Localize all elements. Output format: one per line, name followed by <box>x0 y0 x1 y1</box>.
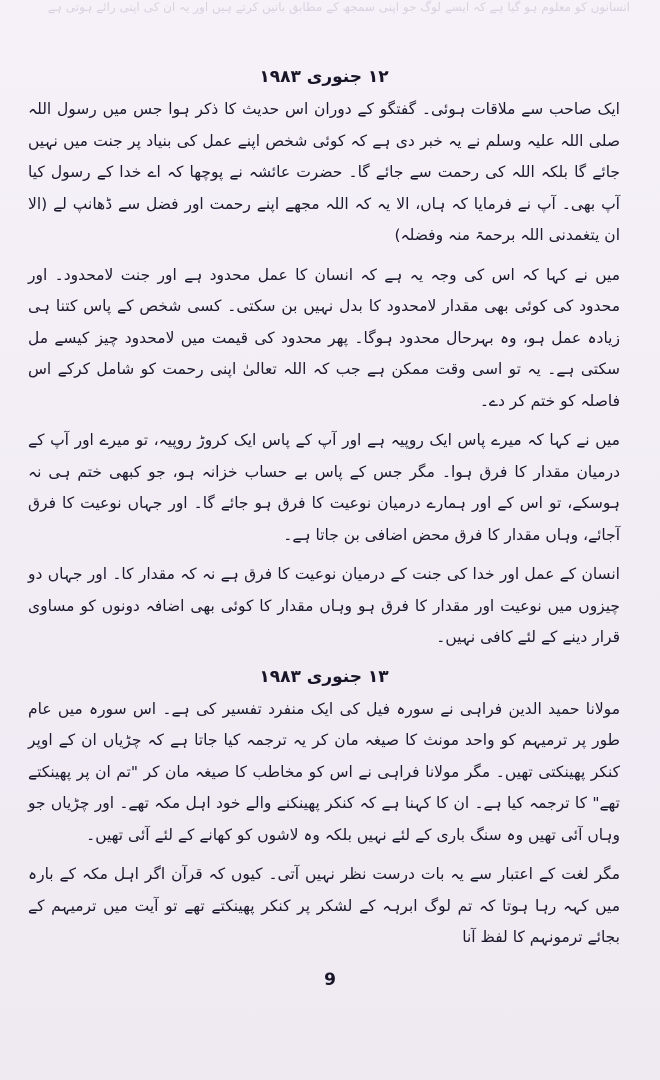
paragraph: میں نے کہا کہ میرے پاس ایک روپیہ ہے اور آپ کے پاس ایک کروڑ روپیہ، تو میرے اور آپ کے درمیان مقدار کا فرق ہوا۔ مگر جس کے پاس بے حساب خزانہ ہو، جو کبھی ختم ہی نہ ہوسکے، تو اس کے اور ہمارے درمیان نوعیت کا فرق ہو جائے گا۔ اور جہاں نوعیت کا فرق آجائے، وہاں مقدار کا فرق محض اضافی بن جاتا ہے۔ <box>28 431 620 544</box>
bleed-through-text: انسانوں کو معلوم ہو گیا ہے کہ ایسے لوگ جو اپنی سمجھ کے مطابق باتیں کرتے ہیں اور یہ ان کی اپنی رائے ہوتی ہے <box>47 0 630 14</box>
paragraph: مولانا حمید الدین فراہی نے سورہ فیل کی ایک منفرد تفسیر کی ہے۔ اس سورہ میں عام طور پر ترمیہم کو واحد مونث کا صیغہ مان کر یہ ترجمہ کیا جاتا ہے کہ چڑیاں ان کے اوپر کنکر پھینکتی تھیں۔ مگر مولانا فراہی نے اس کو مخاطب کا صیغہ مان کر "تم ان پر پھینکتے تھے" کا ترجمہ کیا ہے۔ ان کا کہنا ہے کہ کنکر پھینکنے والے خود اہل مکہ تھے۔ اور چڑیاں جو وہاں آئی تھیں وہ سنگ باری کے لئے نہیں بلکہ وہ لاشوں کو کھانے کے لئے آئی تھیں۔ <box>28 699 620 844</box>
paragraph: ایک صاحب سے ملاقات ہوئی۔ گفتگو کے دوران اس حدیث کا ذکر ہوا جس میں رسول اللہ صلی اللہ علیہ وسلم نے یہ خبر دی ہے کہ کوئی شخص اپنے عمل کی بنیاد پر جنت میں نہیں جائے گا بلکہ اللہ کی رحمت سے جائے گا۔ حضرت عائشہ نے پوچھا کہ اے خدا کے رسول کیا آپ بھی۔ آپ نے فرمایا کہ ہاں، الا یہ کہ اللہ مجھے اپنے رحمت اور فضل سے ڈھانپ لے (الا ان یتغمدنی اللہ برحمۃ منہ وفضلہ) <box>28 100 620 244</box>
page-content <box>28 62 620 962</box>
paragraph: انسان کے عمل اور خدا کی جنت کے درمیان نوعیت کا فرق ہے نہ کہ مقدار کا۔ اور جہاں دو چیزوں میں نوعیت اور مقدار کا فرق ہو وہاں مقدار کا کوئی بھی اضافہ دونوں کو مساوی قرار دینے کے لئے کافی نہیں۔ <box>28 565 620 646</box>
paragraph: میں نے کہا کہ اس کی وجہ یہ ہے کہ انسان کا عمل محدود ہے اور جنت لامحدود۔ اور محدود کی کوئی بھی مقدار لامحدود کا بدل نہیں بن سکتی۔ کسی شخص کے پاس کتنا ہی زیادہ عمل ہو، وہ بہرحال محدود ہوگا۔ پھر محدود کی قیمت میں لامحدود چیز کیسے مل سکتی ہے۔ یہ تو اسی وقت ممکن ہے جب کہ اللہ تعالیٰ اپنی رحمت کو شامل کرکے اس فاصلہ کو ختم کر دے۔ <box>28 265 620 410</box>
entry-date: ۱۳ جنوری ۱۹۸۳ <box>259 666 389 687</box>
page-number: 9 <box>324 970 336 990</box>
entry-date: ۱۲ جنوری ۱۹۸۳ <box>259 67 389 87</box>
paragraph: مگر لغت کے اعتبار سے یہ بات درست نظر نہیں آتی۔ کیوں کہ قرآن اگر اہل مکہ کے بارہ میں کہہ رہا ہوتا کہ تم لوگ ابرہہ کے لشکر پر کنکر پھینکتے تھے تو آیت میں ترمیہم کے بجائے ترمونہم کا لفظ آنا <box>28 865 620 946</box>
